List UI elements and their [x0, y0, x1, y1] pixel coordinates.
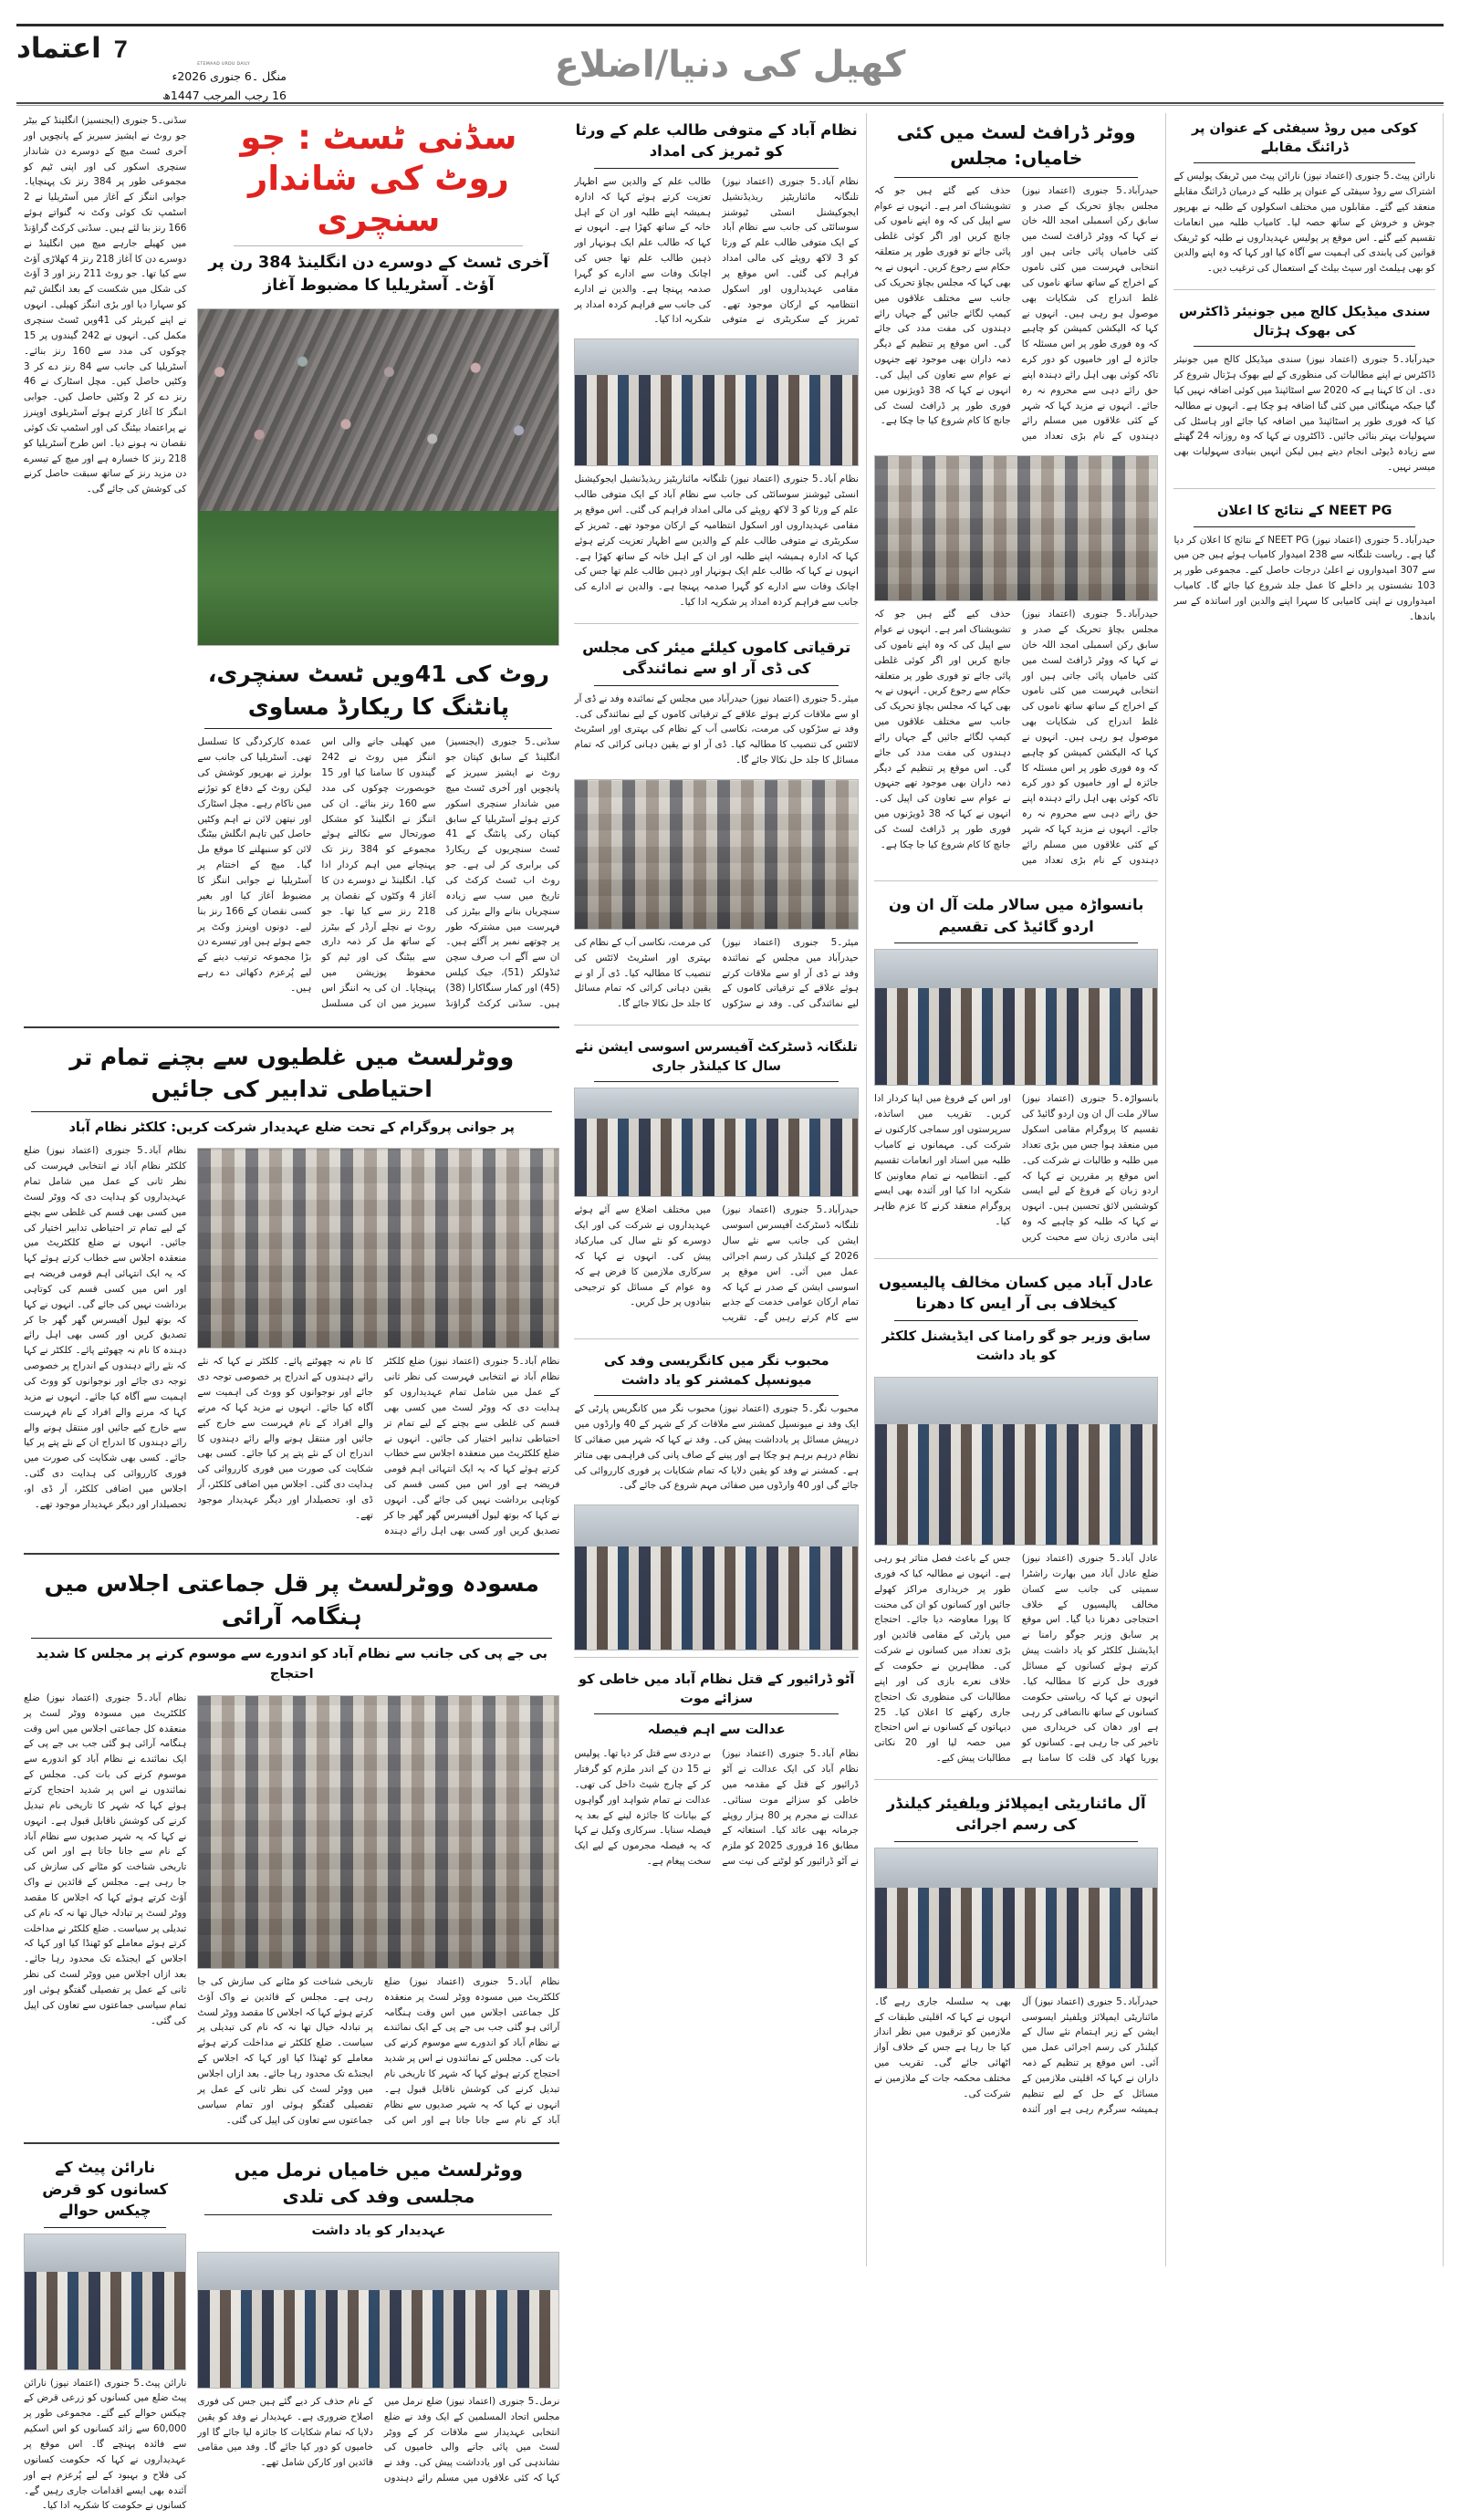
publication-logo: اعتماد — [16, 32, 101, 65]
headline-voter-draft: ووٹر ڈرافٹ لسٹ میں کئی خامیاں: مجلس — [896, 121, 1136, 170]
sports-bottom-row — [24, 2150, 559, 2520]
page-grid — [16, 113, 1444, 2512]
student-aid-photo — [574, 338, 859, 466]
divider-mid-4 — [574, 1657, 859, 1658]
majlis-meeting-photo — [874, 455, 1159, 601]
all-party-text-left — [24, 1691, 186, 2134]
deck-all-party: بی جے پی کی جانب سے نظام آباد کو اندورے سے موسوم کرنے پر مجلس کا شدید احتجاج — [36, 1647, 548, 1682]
voter-precaution-text-left — [24, 1143, 186, 1545]
headline-drawing: کوکی میں روڈ سیفٹی کے عنوان پر ڈرائنگ مقابلے — [1191, 121, 1418, 155]
article-banswara-guide — [874, 888, 1159, 1251]
article-voter-list-precaution — [24, 1035, 559, 1546]
headline-voter-precaution: ووٹرلسٹ میں غلطیوں سے بچنے تمام تر احتیاطی تدابیر کی جائیں — [69, 1043, 515, 1103]
section-title: کھیل کی دنیا/اضلاع — [554, 44, 906, 86]
section-divider-1 — [24, 1026, 559, 1028]
article-mayor-delegation — [574, 630, 859, 1018]
voter-precaution-body-a: نظام آباد۔5 جنوری (اعتماد نیوز) ضلع کلکٹر نظام آباد نے انتخابی فہرست کی نظر ثانی کے عمل میں شامل تمام عہدیداروں کو ہدایت دی کہ ووٹر لسٹ میں کسی بھی قسم کی غلطی سے بچنے کے لیے تمام تر احتیاطی تدابیر اختیار کی جائیں۔ انہوں نے ضلع کلکٹریٹ میں منعقدہ اجلاس سے خطاب کرتے ہوئے کہا کہ یہ ایک انتہائی اہم قومی فریضہ ہے اور اس میں کسی قسم کی کوتاہی برداشت نہیں کی جائے گی۔ انہوں نے کہا کہ بوتھ لیول آفیسرس گھر گھر جا کر تصدیق کریں اور کسی بھی اہل رائے دہندہ کا نام نہ چھوٹنے پائے۔ کلکٹر نے کہا کہ نئے رائے دہندوں کے اندراج پر خصوصی توجہ دی جائے اور نوجوانوں کو ووٹ کی اہمیت سے آگاہ کیا جائے۔ انہوں نے مزید کہا کہ مرنے والے افراد کے نام فہرست سے خارج کیے جائیں اور منتقل ہونے والے رائے دہندوں کا اندراج ان کے نئے پتے پر کیا جائے۔ کسی بھی شکایت کی صورت میں فوری کارروائی کی ہدایت دی گئی۔ اجلاس میں اضافی کلکٹر، آر ڈی او، تحصیلدار اور دیگر عہدیدار موجود تھے۔ — [24, 1145, 187, 1510]
nirmal-photo — [197, 2252, 559, 2389]
headline-rule-banswara — [894, 942, 1139, 943]
article-neet-pg — [1173, 495, 1435, 631]
article-drawing-competition — [1173, 113, 1435, 283]
masthead-identity — [16, 32, 290, 105]
sports-body: سڈنی۔5 جنوری (ایجنسیز) انگلینڈ کے سابق کپتان جو روٹ نے ایشیز سیریز کے پانچویں اور آخری ٹسٹ میچ میں شاندار سنچری اسکور کرتے ہوئے آسٹریلیا کے سابق کپتان رکی پانٹنگ کے 41 ٹسٹ سنچریوں کے ریکارڈ کی برابری کر لی ہے۔ جو روٹ اب ٹسٹ کرکٹ کی تاریخ میں سب سے زیادہ سنچریاں بنانے والے بیٹرز کی فہرست میں مشترکہ طور پر چوتھے نمبر پر آگئے ہیں۔ ان سے آگے اب صرف سچن ٹنڈولکر (51)، جیک کیلس (45) اور کمار سنگاکارا (38) ہیں۔ سڈنی کرکٹ گراؤنڈ میں کھیلی جانے والی اس اننگز میں روٹ نے 242 گیندوں کا سامنا کیا اور 15 خوبصورت چوکوں کی مدد سے 160 رنز بنائے۔ ان کی اننگز نے انگلینڈ کو مشکل صورتحال سے نکالتے ہوئے مجموعے کو 384 رنز تک پہنچانے میں اہم کردار ادا کیا۔ انگلینڈ نے دوسرے دن کا آغاز 4 وکٹوں کے نقصان پر 218 رنز سے کیا تھا۔ جو روٹ نے نچلے آرڈر کے بیٹرز کے ساتھ مل کر ذمہ داری سے بیٹنگ کی اور ٹیم کو محفوظ پوزیشن میں پہنچایا۔ ان کی یہ اننگز اس سیریز میں ان کی مسلسل عمدہ کارکردگی کا تسلسل تھی۔ آسٹریلیا کی جانب سے بولرز نے بھرپور کوشش کی لیکن روٹ کے دفاع کو توڑنے میں ناکام رہے۔ مچل اسٹارک اور نیتھن لائن نے اہم وکٹیں حاصل کیں تاہم انگلش بیٹنگ لائن کو سنبھلنے کا موقع مل گیا۔ میچ کے اختتام پر آسٹریلیا نے جوابی اننگز کا مضبوط آغاز کیا اور بغیر کسی نقصان کے 166 رنز بنا لیے۔ دونوں اوپنرز وکٹ پر جمے ہوئے ہیں اور تیسرے دن بڑا مجموعہ ترتیب دینے کے لیے پُرعزم دکھائی دے رہے ہیں۔ — [197, 736, 560, 1009]
headline-adilabad: عادل آباد میں کسان مخالف پالیسیوں کیخلاف بی آر ایس کا دھرنا — [879, 1273, 1154, 1313]
column-sports — [16, 113, 567, 2512]
headline-rule-district-officers — [594, 1081, 839, 1082]
cricket-photo — [197, 308, 559, 646]
meeting-photo-1 — [197, 1148, 559, 1349]
article-mahboobnagar — [574, 1346, 859, 1650]
article-voter-draft-list — [874, 113, 1159, 874]
headline-nizamabad-student: نظام آباد کے متوفی طالب علم کے ورثا کو ٹمریز کی امداد — [575, 121, 858, 161]
divider-mid-3 — [574, 1338, 859, 1339]
headline-rule-sindhi-medical — [1194, 346, 1415, 347]
body-district-officers: حیدرآباد۔5 جنوری (اعتماد نیوز) تلنگانہ ڈسٹرکٹ آفیسرس اسوسی ایشن کی جانب سے نئے سال 2026 کے کیلنڈر کی رسم اجرائی عمل میں آئی۔ اس موقع پر اسوسی ایشن کے صدر نے کہا کہ تمام ارکان عوامی خدمت کے جذبے سے کام کرتے رہیں گے۔ تقریب میں مختلف اضلاع سے آئے ہوئے عہدیداروں نے شرکت کی اور ایک دوسرے کو نئے سال کی مبارکباد پیش کی۔ انہوں نے کہا کہ سرکاری ملازمین کا فرض ہے کہ وہ عوام کے مسائل کو ترجیحی بنیادوں پر حل کریں۔ — [574, 1204, 859, 1324]
headline-rule-voter-precaution — [31, 1111, 552, 1112]
headline-district-officers: تلنگانہ ڈسٹرکٹ آفیسرس اسوسی ایشن نئے سال کا کیلنڈر جاری — [575, 1040, 858, 1074]
body-drawing: نارائن پیٹ۔5 جنوری (اعتماد نیوز) نارائن پیٹ میں ٹریفک پولیس کے اشتراک سے روڈ سیفٹی کے عنوان پر طلبہ کے درمیان ڈرائنگ مقابلے منعقد کیے گئے۔ مقابلوں میں مختلف اسکولوں کے طلبہ نے بھرپور جوش و خروش کے ساتھ حصہ لیا۔ کامیاب طلبہ میں انعامات تقسیم کیے گئے۔ اس موقع پر پولیس عہدیداروں نے طلبہ کو ٹریفک قوانین کی پابندی کی اہمیت سے آگاہ کیا اور کہا کہ وہ اپنے والدین کو بھی ہیلمٹ اور سیٹ بیلٹ کے استعمال کی ترغیب دیں۔ — [1173, 171, 1435, 275]
headline-all-party: مسودہ ووٹرلسٹ پر قل جماعتی اجلاس میں ہنگامہ آرائی — [44, 1570, 539, 1630]
article-farmers-loan — [24, 2150, 186, 2520]
assembly-photo — [197, 1695, 559, 1969]
sports-lead — [197, 113, 559, 1018]
sports-headline-rule — [234, 245, 523, 246]
page-number: 7 — [113, 36, 128, 63]
headline-minority-calendar: آل مائناریٹی ایمپلائز ویلفیئر کیلنڈر کی رسم اجرائی — [886, 1794, 1146, 1834]
deck-auto-driver: عدالت سے اہم فیصلہ — [647, 1723, 786, 1738]
body-auto-driver: نظام آباد۔5 جنوری (اعتماد نیوز) نظام آباد کی ایک عدالت نے آٹو ڈرائیور کے قتل کے مقدمہ میں خاطی کو سزائے موت سنائی۔ عدالت نے مجرم پر 80 ہزار روپئے جرمانہ بھی عائد کیا۔ استغاثہ کے مطابق 16 فروری 2025 کو ملزم نے آٹو ڈرائیور کو لوٹنے کی نیت سے بے دردی سے قتل کر دیا تھا۔ پولیس نے 15 دن کے اندر ملزم کو گرفتار کر کے چارج شیٹ داخل کی تھی۔ عدالت نے تمام شواہد اور گواہوں کے بیانات کا جائزہ لینے کے بعد یہ فیصلہ سنایا۔ سرکاری وکیل نے کہا کہ یہ فیصلہ مجرموں کے لیے ایک سخت پیغام ہے۔ — [574, 1748, 859, 1868]
calendar-launch-photo — [574, 1088, 859, 1197]
banswara-photo — [874, 949, 1159, 1086]
sports-headline-red: سڈنی ٹسٹ : جو روٹ کی شاندار سنچری — [240, 118, 517, 240]
article-minority-calendar — [874, 1786, 1159, 2124]
body-nizamabad-student: نظام آباد۔5 جنوری (اعتماد نیوز) تلنگانہ مائناریٹیز ریذیڈنشیل ایجوکیشنل انسٹی ٹیوشنز سوسائٹی کی جانب سے نظام آباد کے ایک متوفی طالب علم کے ورثا کو 3 لاکھ روپئے کی مالی امداد فراہم کی گئی۔ اس موقع پر مقامی عہدیداروں اور اسکول انتظامیہ کے ارکان موجود تھے۔ ٹمریز کے سکریٹری نے متوفی طالب علم کے والدین سے اظہار تعزیت کرتے ہوئے کہا کہ ادارہ ہمیشہ اپنے طلبہ اور ان کے اہل خانہ کے ساتھ کھڑا ہے۔ انہوں نے کہا کہ طالب علم ایک ہونہار اور ذہین طالب علم تھا جس کی اچانک وفات سے ادارے کو گہرا صدمہ پہنچا ہے۔ والدین نے ادارے کی جانب سے فراہم کردہ امداد پر شکریہ ادا کیا۔ — [574, 175, 859, 326]
section-divider-3 — [24, 2142, 559, 2144]
headline-nirmal: ووٹرلسٹ میں خامیاں نرمل میں مجلسی وفد کی تلدی — [234, 2159, 523, 2207]
column-far-left — [1166, 113, 1444, 2266]
body-farmers-loan: نارائن پیٹ۔5 جنوری (اعتماد نیوز) نارائن پیٹ ضلع میں کسانوں کو زرعی قرض کے چیکس حوالے کیے گئے۔ مجموعی طور پر 60,000 سے زائد کسانوں کو اس اسکیم سے فائدہ پہنچے گا۔ اس موقع پر عہدیداروں نے کہا کہ حکومت کسانوں کی فلاح و بہبود کے لیے پُرعزم ہے اور آئندہ بھی ایسے اقدامات جاری رہیں گے۔ کسانوں نے حکومت کا شکریہ ادا کیا۔ — [24, 2377, 187, 2512]
all-party-media — [197, 1691, 559, 2134]
headline-rule-neet-pg — [1194, 526, 1415, 527]
date-hijri: 16 رجب المرجب 1447ھ — [162, 88, 287, 102]
article-district-officers — [574, 1032, 859, 1332]
body-mahboobnagar: محبوب نگر۔5 جنوری (اعتماد نیوز) محبوب نگر میں کانگریس پارٹی کے ایک وفد نے میونسپل کمشنر سے ملاقات کر کے شہر کے 40 وارڈوں میں درپیش مسائل پر یادداشت پیش کی۔ وفد نے کہا کہ شہر میں صفائی کا نظام درہم برہم ہو چکا ہے اور پینے کے صاف پانی کی فراہمی بھی متاثر ہے۔ کمشنر نے وفد کو یقین دلایا کہ تمام شکایات پر فوری کارروائی کی جائے گی اور 40 وارڈوں میں صفائی مہم شروع کی جائے گی۔ — [574, 1403, 859, 1492]
brs-protest-photo — [874, 1377, 1159, 1546]
article-adilabad-farmers — [874, 1265, 1159, 1773]
headline-auto-driver: آٹو ڈرائیور کے قتل نظام آباد میں خاطی کو سزائے موت — [579, 1672, 855, 1706]
article-sindhi-medical — [1173, 297, 1435, 482]
headline-neet-pg: NEET PG کے نتائج کا اعلان — [1217, 503, 1392, 518]
body-voter-draft-b: حیدرآباد۔5 جنوری (اعتماد نیوز) مجلس بچاؤ تحریک کے صدر و سابق رکن اسمبلی امجد اللہ خان نے کہا کہ ووٹر ڈرافٹ لسٹ میں کئی خامیاں پائی جاتی ہیں اور انتخابی فہرست میں کئی ناموں کے اخراج کے ساتھ ساتھ ناموں کی غلط اندراج کی شکایات بھی موصول ہو رہی ہیں۔ انہوں نے کہا کہ الیکشن کمیشن کو چاہیے کہ وہ فوری طور پر اس مسئلہ کا جائزہ لے اور خامیوں کو دور کرے تاکہ کوئی بھی اہل رائے دہندہ اپنے حق رائے دہی سے محروم نہ رہ جائے۔ انہوں نے مزید کہا کہ شہر کے کئی علاقوں میں مسلم رائے دہندوں کے نام بڑی تعداد میں حذف کیے گئے ہیں جو کہ تشویشناک امر ہے۔ انہوں نے عوام سے اپیل کی کہ وہ اپنے ناموں کی جانچ کریں اور اگر کوئی غلطی پائی جائے تو فوری طور پر متعلقہ حکام سے رجوع کریں۔ انہوں نے یہ بھی کہا کہ مجلس بچاؤ تحریک کی جانب سے مختلف علاقوں میں کیمپ لگائے جائیں گے جہاں رائے دہندوں کی مفت مدد کی جائے گی۔ اس موقع پر تنظیم کے دیگر ذمہ داران بھی موجود تھے جنہوں نے عوام سے تعاون کی اپیل کی۔ انہوں نے کہا کہ 38 ڈویژنوں میں فوری طور پر ڈرافٹ لسٹ کی جانچ کا کام شروع کیا جا چکا ہے۔ — [873, 609, 1159, 866]
headline-mahboobnagar: محبوب نگر میں کانگریسی وفد کی میونسپل کمشنر کو یاد داشت — [603, 1354, 829, 1388]
headline-rule-drawing — [1194, 162, 1415, 163]
body-neet-pg: حیدرآباد۔5 جنوری (اعتماد نیوز) NEET PG کے نتائج کا اعلان کر دیا گیا ہے۔ ریاست تلنگانہ سے 238 امیدوار کامیاب ہوئے ہیں جن میں سے 307 امیدواروں نے اعلیٰ درجات حاصل کیے۔ مجموعی طور پر 103 نشستوں پر داخلے کا عمل جلد شروع کیا جائے گا۔ کامیاب امیدواروں نے اپنی کامیابی کا سہرا اپنے والدین اور اساتذہ کے سر باندھا۔ — [1173, 534, 1435, 622]
all-party-body-a: نظام آباد۔5 جنوری (اعتماد نیوز) ضلع کلکٹریٹ میں مسودہ ووٹر لسٹ پر منعقدہ کل جماعتی اجلاس میں اس وقت ہنگامہ آرائی ہو گئی جب بی جے پی کے ایک نمائندے نے نظام آباد کو اندورے سے موسوم کرنے کی بات کی۔ مجلس کے نمائندوں نے اس پر شدید احتجاج کرتے ہوئے کہا کہ شہر کا تاریخی نام تبدیل کرنے کی کوشش ناقابل قبول ہے۔ انہوں نے کہا کہ یہ شہر صدیوں سے نظام آباد کے نام سے جانا جاتا ہے اور اس کی تاریخی شناخت کو مٹانے کی سازش کی جا رہی ہے۔ مجلس کے قائدین نے واک آؤٹ کرتے ہوئے کہا کہ اجلاس کا مقصد ووٹر لسٹ پر تبادلہ خیال تھا نہ کہ نام کی تبدیلی پر سیاست۔ ضلع کلکٹر نے مداخلت کرتے ہوئے معاملے کو ٹھنڈا کیا اور کہا کہ اجلاس کے ایجنڈے تک محدود رہا جائے۔ بعد ازاں اجلاس میں ووٹر لسٹ کی نظر ثانی کے عمل پر تفصیلی گفتگو ہوئی اور تمام سیاسی جماعتوں سے تعاون کی اپیل کی گئی۔ — [24, 1692, 187, 2026]
deck-adilabad: سابق وزیر جو گو رامنا کی ایڈیشنل کلکٹر کو یاد داشت — [881, 1328, 1152, 1364]
body-banswara: بانسواڑہ۔5 جنوری (اعتماد نیوز) سالار ملت آل ان ون اردو گائیڈ کی تقسیم کا پروگرام مقامی اسکول میں منعقد ہوا جس میں بڑی تعداد میں طلبہ و طالبات نے شرکت کی۔ اس موقع پر مقررین نے کہا کہ اردو زبان کے فروغ کے لیے ایسی کوششیں لائق تحسین ہیں۔ انہوں نے کہا کہ طلبہ کو چاہیے کہ وہ اپنی مادری زبان سے محبت کریں اور اس کے فروغ میں اپنا کردار ادا کریں۔ تقریب میں اساتذہ، سرپرستوں اور سماجی کارکنوں نے شرکت کی۔ مہمانوں نے کامیاب طلبہ میں اسناد اور انعامات تقسیم کیے۔ انتظامیہ نے تمام معاونین کا شکریہ ادا کیا اور آئندہ بھی ایسے پروگرام منعقد کرنے کا عزم ظاہر کیا۔ — [873, 1093, 1159, 1243]
body-minority-calendar: حیدرآباد۔5 جنوری (اعتماد نیوز) آل مائناریٹی ایمپلائز ویلفیئر ایسوسی ایشن کے زیر اہتمام نئے سال کے کیلنڈر کی رسم اجرائی عمل میں آئی۔ اس موقع پر تنظیم کے ذمہ داران نے کہا کہ اقلیتی ملازمین کے مسائل کے حل کے لیے تنظیم ہمیشہ سرگرم رہی ہے اور آئندہ بھی یہ سلسلہ جاری رہے گا۔ انہوں نے کہا کہ اقلیتی طبقات کے ملازمین کو ترقیوں میں نظر انداز کیا جا رہا ہے جس کے خلاف آواز اٹھائی جائے گی۔ تقریب میں مختلف محکمہ جات کے ملازمین نے شرکت کی۔ — [873, 1995, 1159, 2115]
headline-rule-nizamabad-student — [594, 168, 839, 169]
body-nizamabad-student-cont: نظام آباد۔5 جنوری (اعتماد نیوز) تلنگانہ مائناریٹیز ریذیڈنشیل ایجوکیشنل انسٹی ٹیوشنز سوسائٹی کی جانب سے نظام آباد کے ایک متوفی طالب علم کے ورثا کو 3 لاکھ روپئے کی مالی امداد فراہم کی گئی۔ اس موقع پر مقامی عہدیداروں اور اسکول انتظامیہ کے ارکان موجود تھے۔ ٹمریز کے سکریٹری نے متوفی طالب علم کے والدین سے اظہار تعزیت کرتے ہوئے کہا کہ ادارہ ہمیشہ اپنے طلبہ اور ان کے اہل خانہ کے ساتھ کھڑا ہے۔ انہوں نے کہا کہ طالب علم ایک ہونہار اور ذہین طالب علم تھا جس کی اچانک وفات سے ادارے کو گہرا صدمہ پہنچا ہے۔ والدین نے ادارے کی جانب سے فراہم کردہ امداد پر شکریہ ادا کیا۔ — [574, 474, 859, 609]
deck-nirmal: عہدیدار کو یاد داشت — [311, 2223, 446, 2239]
masthead — [16, 24, 1444, 100]
divider-far-1 — [1173, 289, 1435, 290]
body-sindhi-medical: حیدرآباد۔5 جنوری (اعتماد نیوز) سندی میڈیکل کالج میں جونیئر ڈاکٹرس نے اپنے مطالبات کی منظوری کے لیے بھوک ہڑتال شروع کر دی۔ ان کا کہنا ہے کہ 2020 سے اسٹائپنڈ میں کوئی اضافہ نہیں کیا گیا جبکہ مہنگائی میں کئی گنا اضافہ ہو چکا ہے۔ انہوں نے مطالبہ کیا کہ فوری طور پر اسٹائپنڈ میں اضافہ کیا جائے اور ہاسٹل کی سہولیات بہتر بنائی جائیں۔ ڈاکٹروں نے کہا کہ وہ روزانہ 24 گھنٹے سے زیادہ ڈیوٹی انجام دیتے ہیں لیکن انہیں بنیادی سہولیات بھی میسر نہیں۔ — [1173, 354, 1435, 474]
minority-calendar-photo — [874, 1848, 1159, 1989]
sports-sub-rule — [204, 728, 552, 729]
headline-rule-mahboobnagar — [594, 1395, 839, 1396]
headline-banswara: بانسواڑہ میں سالار ملت آل ان ون اردو گائیڈ کی تقسیم — [888, 896, 1144, 935]
sports-side-column — [24, 113, 186, 1018]
divider-left-2 — [874, 1258, 1159, 1259]
column-middle — [567, 113, 867, 2266]
divider-far-2 — [1173, 488, 1435, 489]
section-divider-2 — [24, 1553, 559, 1555]
article-auto-driver — [574, 1664, 859, 1876]
headline-rule-minority-calendar — [894, 1841, 1139, 1842]
headline-rule-mayor — [594, 685, 839, 686]
divider-mid-1 — [574, 623, 859, 624]
section-title-container — [290, 32, 1170, 86]
publication-tagline: ETEMAAD URDU DAILY — [197, 62, 250, 67]
headline-rule-farmers-loan — [44, 2227, 166, 2228]
headline-mayor: ترقیاتی کاموں کیلئے میئر کی مجلس کی ڈی آر او سے نمائندگی — [582, 638, 851, 678]
headline-rule-auto-driver — [594, 1713, 839, 1714]
body-mayor: میئر۔5 جنوری (اعتماد نیوز) حیدرآباد میں مجلس کے نمائندہ وفد نے ڈی آر او سے ملاقات کرتے ہوئے علاقے کے ترقیاتی کاموں کے لیے نمائندگی کی۔ وفد نے سڑکوں کی مرمت، نکاسی آب کے نظام کی بہتری اور اسٹریٹ لائٹس کی تنصیب کا مطالبہ کیا۔ ڈی آر او نے یقین دہانی کرائی کہ تمام مسائل کا جلد حل نکالا جائے گا۔ — [574, 692, 859, 766]
article-nizamabad-student — [574, 113, 859, 617]
mahboobnagar-photo — [574, 1505, 859, 1650]
body-nirmal: نرمل۔5 جنوری (اعتماد نیوز) ضلع نرمل میں مجلس اتحاد المسلمین کے ایک وفد نے ضلع انتخابی عہدیدار سے ملاقات کر کے ووٹر لسٹ میں پائی جانے والی خامیوں کی نشاندہی کی اور یادداشت پیش کی۔ وفد نے کہا کہ کئی علاقوں میں مسلم رائے دہندوں کے نام حذف کر دیے گئے ہیں جس کی فوری اصلاح ضروری ہے۔ عہدیدار نے وفد کو یقین دلایا کہ تمام شکایات کا جائزہ لیا جائے گا اور خامیوں کو دور کیا جائے گا۔ وفد میں مقامی قائدین اور کارکن شامل تھے۔ — [197, 2395, 560, 2484]
farmers-photo — [24, 2234, 186, 2370]
divider-left-3 — [874, 1779, 1159, 1780]
deck-voter-precaution: پر جوانی پروگرام کے تحت ضلع عہدیدار شرکت کریں: کلکٹر نظام آباد — [68, 1119, 515, 1135]
divider-mid-2 — [574, 1025, 859, 1026]
sports-sub-headline: روٹ کی 41ویں ٹسٹ سنچری، پانٹنگ کا ریکارڈ مساوی — [207, 661, 549, 720]
date-gregorian: منگل ۔6 جنوری 2026ء — [172, 69, 287, 83]
headline-rule-all-party — [31, 1638, 552, 1639]
voter-precaution-media — [197, 1143, 559, 1545]
headline-rule-adilabad — [894, 1320, 1139, 1321]
article-nirmal-delegation — [197, 2150, 559, 2520]
sports-side-body: سڈنی۔5 جنوری (ایجنسیز) انگلینڈ کے بیٹر جو روٹ نے ایشیز سیریز کے پانچویں اور آخری ٹسٹ میچ کے دوسرے دن شاندار سنچری اسکور کی اور اپنی ٹیم کو مجموعی طور پر 384 رنز تک پہنچایا۔ جوابی اننگز کے آغاز میں آسٹریلیا نے 2 اسٹمپ تک کوئی وکٹ نہ گنواتے ہوئے 166 رنز بنا لئے ہیں۔ سڈنی کرکٹ گراؤنڈ میں کھیلے جارہے میچ میں انگلینڈ نے دوسرے دن کا آغاز 218 رنز 4 کھلاڑی آؤٹ سے کیا تھا۔ جو روٹ 211 رنز اور 3 آؤٹ کی شکل میں شکست کے بعد انگلش ٹیم کو سہارا دیا اور بڑی اننگز کھیلی۔ انہوں نے اپنے کیریئر کی 41ویں ٹسٹ سنچری مکمل کی۔ انہوں نے 242 گیندوں پر 15 چوکوں کی مدد سے 160 رنز بنائے۔ آسٹریلیا کی جانب سے 84 رنز دے کر 3 وکٹیں حاصل کیں۔ مچل اسٹارک نے 46 رنز دے کر 2 وکٹیں حاصل کیں۔ جوابی اننگز کا آغاز کرتے ہوئے آسٹریلوی اوپنرز نے پراعتماد بیٹنگ کی اور اسٹمپ تک کوئی نقصان نہ ہونے دیا۔ اس طرح آسٹریلیا کو 218 رنز کا خسارہ ہے اور میچ کے تیسرے دن مزید رنز کے ساتھ سبقت حاصل کرنے کی کوشش کی جائے گی۔ — [24, 115, 187, 495]
headline-rule-nirmal — [204, 2214, 552, 2215]
voter-precaution-body-b: نظام آباد۔5 جنوری (اعتماد نیوز) ضلع کلکٹر نظام آباد نے انتخابی فہرست کی نظر ثانی کے عمل میں شامل تمام عہدیداروں کو ہدایت دی کہ ووٹر لسٹ میں کسی بھی قسم کی غلطی سے بچنے کے لیے تمام تر احتیاطی تدابیر اختیار کی جائیں۔ انہوں نے ضلع کلکٹریٹ میں منعقدہ اجلاس سے خطاب کرتے ہوئے کہا کہ یہ ایک انتہائی اہم قومی فریضہ ہے اور اس میں کسی قسم کی کوتاہی برداشت نہیں کی جائے گی۔ انہوں نے کہا کہ بوتھ لیول آفیسرس گھر گھر جا کر تصدیق کریں اور کسی بھی اہل رائے دہندہ کا نام نہ چھوٹنے پائے۔ کلکٹر نے کہا کہ نئے رائے دہندوں کے اندراج پر خصوصی توجہ دی جائے اور نوجوانوں کو ووٹ کی اہمیت سے آگاہ کیا جائے۔ انہوں نے مزید کہا کہ مرنے والے افراد کے نام فہرست سے خارج کیے جائیں اور منتقل ہونے والے رائے دہندوں کا اندراج ان کے نئے پتے پر کیا جائے۔ کسی بھی شکایت کی صورت میں فوری کارروائی کی ہدایت دی گئی۔ اجلاس میں اضافی کلکٹر، آر ڈی او، تحصیلدار اور دیگر عہدیدار موجود تھے۔ — [197, 1356, 560, 1536]
all-party-body-b: نظام آباد۔5 جنوری (اعتماد نیوز) ضلع کلکٹریٹ میں مسودہ ووٹر لسٹ پر منعقدہ کل جماعتی اجلاس میں اس وقت ہنگامہ آرائی ہو گئی جب بی جے پی کے ایک نمائندے نے نظام آباد کو اندورے سے موسوم کرنے کی بات کی۔ مجلس کے نمائندوں نے اس پر شدید احتجاج کرتے ہوئے کہا کہ شہر کا تاریخی نام تبدیل کرنے کی کوشش ناقابل قبول ہے۔ انہوں نے کہا کہ یہ شہر صدیوں سے نظام آباد کے نام سے جانا جاتا ہے اور اس کی تاریخی شناخت کو مٹانے کی سازش کی جا رہی ہے۔ مجلس کے قائدین نے واک آؤٹ کرتے ہوئے کہا کہ اجلاس کا مقصد ووٹر لسٹ پر تبادلہ خیال تھا نہ کہ نام کی تبدیلی پر سیاست۔ ضلع کلکٹر نے مداخلت کرتے ہوئے معاملے کو ٹھنڈا کیا اور کہا کہ اجلاس کے ایجنڈے تک محدود رہا جائے۔ بعد ازاں اجلاس میں ووٹر لسٹ کی نظر ثانی کے عمل پر تفصیلی گفتگو ہوئی اور تمام سیاسی جماعتوں سے تعاون کی اپیل کی گئی۔ — [197, 1975, 560, 2126]
divider-left-1 — [874, 880, 1159, 881]
column-left — [867, 113, 1167, 2266]
headline-farmers-loan: نارائن پیٹ کے کسانوں کو قرض چیکس حوالے — [42, 2159, 169, 2220]
sports-headline-black: آخری ٹسٹ کے دوسرے دن انگلینڈ 384 رن پر آؤٹ۔ آسٹریلیا کا مضبوط آغاز — [208, 254, 549, 295]
headline-rule-voter-draft — [894, 177, 1139, 178]
mayor-photo — [574, 779, 859, 930]
body-adilabad: عادل آباد۔5 جنوری (اعتماد نیوز) ضلع عادل آباد میں بھارت راشٹرا سمیتی کی جانب سے کسان مخالف پالیسیوں کے خلاف احتجاجی دھرنا دیا گیا۔ اس موقع پر سابق وزیر جوگو رامنا نے ایڈیشنل کلکٹر کو یاد داشت پیش کرتے ہوئے کسانوں کے مسائل فوری حل کرنے کا مطالبہ کیا۔ انہوں نے کہا کہ ریاستی حکومت کسانوں کے ساتھ ناانصافی کر رہی ہے اور دھان کی خریداری میں تاخیر کی جا رہی ہے۔ کسانوں کو یوریا کھاد کی قلت کا سامنا ہے جس کے باعث فصل متاثر ہو رہی ہے۔ انہوں نے مطالبہ کیا کہ فوری طور پر خریداری مراکز کھولے جائیں اور کسانوں کو ان کی محنت کا پورا معاوضہ دیا جائے۔ احتجاج میں پارٹی کے مقامی قائدین اور بڑی تعداد میں کسانوں نے شرکت کی۔ مظاہرین نے حکومت کے خلاف نعرے بازی کی اور اپنے مطالبات کی منظوری تک احتجاج جاری رکھنے کا اعلان کیا۔ 25 دیہاتوں کے کسانوں نے اس احتجاج میں حصہ لیا اور 20 نکاتی مطالبات پیش کیے۔ — [873, 1553, 1159, 1765]
headline-sindhi-medical: سندی میڈیکل کالج میں جونیئر ڈاکٹرس کی بھوک ہڑتال — [1178, 305, 1431, 338]
body-mayor-cont: میئر۔5 جنوری (اعتماد نیوز) حیدرآباد میں مجلس کے نمائندہ وفد نے ڈی آر او سے ملاقات کرتے ہوئے علاقے کے ترقیاتی کاموں کے لیے نمائندگی کی۔ وفد نے سڑکوں کی مرمت، نکاسی آب کے نظام کی بہتری اور اسٹریٹ لائٹس کی تنصیب کا مطالبہ کیا۔ ڈی آر او نے یقین دہانی کرائی کہ تمام مسائل کا جلد حل نکالا جائے گا۔ — [574, 936, 859, 1010]
body-voter-draft-a: حیدرآباد۔5 جنوری (اعتماد نیوز) مجلس بچاؤ تحریک کے صدر و سابق رکن اسمبلی امجد اللہ خان نے کہا کہ ووٹر ڈرافٹ لسٹ میں کئی خامیاں پائی جاتی ہیں اور انتخابی فہرست میں کئی ناموں کے اخراج کے ساتھ ساتھ ناموں کی غلط اندراج کی شکایات بھی موصول ہو رہی ہیں۔ انہوں نے کہا کہ الیکشن کمیشن کو چاہیے کہ وہ فوری طور پر اس مسئلہ کا جائزہ لے اور خامیوں کو دور کرے تاکہ کوئی بھی اہل رائے دہندہ اپنے حق رائے دہی سے محروم نہ رہ جائے۔ انہوں نے مزید کہا کہ شہر کے کئی علاقوں میں مسلم رائے دہندوں کے نام بڑی تعداد میں حذف کیے گئے ہیں جو کہ تشویشناک امر ہے۔ انہوں نے عوام سے اپیل کی کہ وہ اپنے ناموں کی جانچ کریں اور اگر کوئی غلطی پائی جائے تو فوری طور پر متعلقہ حکام سے رجوع کریں۔ انہوں نے یہ بھی کہا کہ مجلس بچاؤ تحریک کی جانب سے مختلف علاقوں میں کیمپ لگائے جائیں گے جہاں رائے دہندوں کی مفت مدد کی جائے گی۔ اس موقع پر تنظیم کے دیگر ذمہ داران بھی موجود تھے جنہوں نے عوام سے تعاون کی اپیل کی۔ انہوں نے کہا کہ 38 ڈویژنوں میں فوری طور پر ڈرافٹ لسٹ کی جانچ کا کام شروع کیا جا چکا ہے۔ — [873, 184, 1159, 443]
article-all-party-meeting — [24, 1561, 559, 2134]
